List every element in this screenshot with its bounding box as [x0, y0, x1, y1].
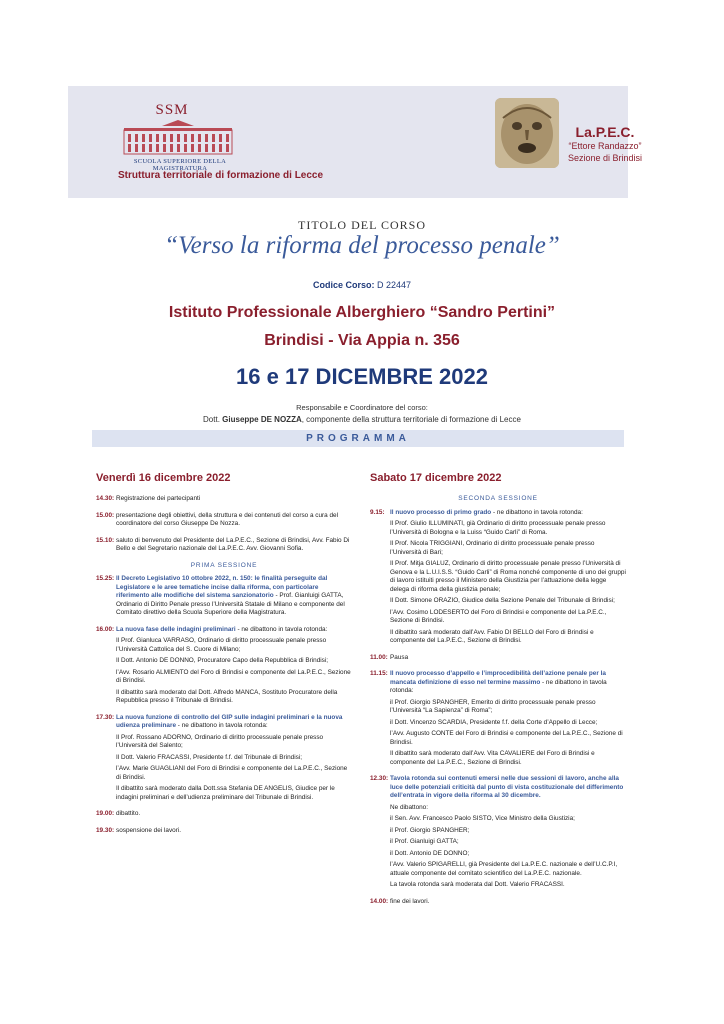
entry-desc: - ne dibattono in tavola rotonda: — [177, 722, 268, 729]
entry-paragraph: Il dibattito sarà moderato dalla Dott.ssa Stefania DE ANGELIS, Giudice per le indagini preliminari e dell’udienza preliminare del Tribunale di Brindisi. — [116, 785, 335, 801]
entry-time: 11.15: — [370, 670, 388, 677]
entry-paragraph: l’Avv. Valerio SPIGARELLI, già Presidente del La.P.E.C. nazionale e dell’U.C.P.I, attuale componente del comitato scientifico del La.P.E.C. nazionale. — [390, 861, 618, 877]
entry-main — [116, 512, 352, 529]
entry-paragraph: il Prof. Gianluigi GATTA; — [390, 838, 459, 845]
ssm-struttura: Struttura territoriale di formazione di Lecce — [118, 170, 324, 181]
entry-desc: Registrazione dei partecipanti — [116, 495, 201, 502]
entry-text — [116, 512, 352, 532]
entry-text — [390, 509, 626, 649]
entry-text — [116, 810, 352, 822]
entry-time: 12.30: — [370, 775, 389, 782]
left-entries — [96, 495, 352, 838]
entry-topic: La nuova fase delle indagini preliminari — [116, 625, 238, 633]
entry-text — [390, 898, 626, 910]
entry-desc: saluto di benvenuto del Presidente del La.P.E.C., Sezione di Brindisi, Avv. Fabio Di Bello e del Segretario nazionale del La.P.E.C. Avv. Giovanni Sofia. — [116, 536, 350, 552]
schedule-entry — [96, 575, 352, 621]
schedule-entry — [96, 827, 352, 839]
schedule-entry — [96, 495, 352, 507]
schedule-entry — [370, 654, 626, 666]
left-column — [96, 472, 352, 843]
entry-text — [116, 626, 352, 709]
lapec-section: Sezione di Brindisi — [567, 153, 643, 163]
programma-heading: PROGRAMMA — [306, 433, 410, 444]
entry-main — [390, 509, 626, 518]
entry-time: 15.25: — [96, 575, 115, 582]
entry-desc: - Prof. Gianluigi GATTA, Ordinario di Diritto Penale presso l’Università Statale di Milano e componente del Comitato direttivo della Scuola Superiore della Magistratura. — [116, 592, 345, 616]
entry-main — [116, 810, 352, 819]
entry-main — [116, 827, 352, 836]
responsabile-label: Responsabile e Coordinatore del corso: — [296, 403, 428, 412]
entry-topic: Tavola rotonda sui contenuti emersi nelle due sessioni di lavoro, anche alla luce delle potenziali criticità dal punto di vista costituzionale del differimento dell’entrata in vigore della riforma al 30 dicembre. — [390, 775, 624, 799]
ssm-logo-text: SSM — [155, 102, 189, 118]
entry-paragraph: La tavola rotonda sarà moderata dal Dott. Valerio FRACASSI. — [390, 881, 565, 888]
entry-paragraph: il Prof. Giorgio SPANGHER; — [390, 826, 470, 834]
entry-paragraph: Il dibattito sarà moderato dall’Avv. Vita CAVALIERE del Foro di Brindisi e componente del La.P.E.C., Sezione di Brindisi. — [390, 750, 595, 766]
entry-paragraph: il Dott. Antonio DE DONNO; — [390, 849, 470, 857]
entry-time: 19.30: — [96, 826, 115, 834]
entry-text — [116, 714, 352, 806]
responsabile-line — [0, 415, 724, 424]
ssm-building-icon — [122, 120, 234, 156]
entry-desc: - ne dibattono in tavola rotonda: — [492, 508, 583, 516]
course-title: “Verso la riforma del processo penale” — [164, 232, 560, 259]
entry-time: 11.00: — [370, 653, 388, 661]
schedule-entry — [370, 509, 626, 649]
session-heading: SECONDA SESSIONE — [458, 495, 538, 502]
schedule-entry — [96, 626, 352, 709]
entry-main — [116, 626, 352, 635]
entry-time: 16.00: — [96, 625, 115, 633]
right-entries — [370, 509, 626, 910]
entry-topic: Il nuovo processo d’appello e l’improcedibilità dell’azione penale per la mancata definizione di esso nel termine massimo — [390, 670, 606, 686]
entry-time: 9.15: — [370, 508, 385, 516]
entry-text — [116, 827, 352, 839]
entry-paragraph: l’Avv. Augusto CONTE del Foro di Brindisi e componente del La.P.E.C., Sezione di Brindisi. — [390, 730, 623, 746]
session-heading: PRIMA SESSIONE — [190, 561, 258, 569]
entry-main — [390, 670, 626, 696]
venue-address: Brindisi - Via Appia n. 356 — [264, 332, 460, 349]
day-heading: Sabato 17 dicembre 2022 — [370, 472, 502, 484]
entry-paragraph: Il Prof. Mitja GIALUZ, Ordinario di diritto processuale penale presso l’Università di Genova e la L.U.I.S.S. “Guido Carli” di Roma nonché componente di uno dei gruppi di lavoro istituiti presso il Ministero della Giustizia per l’attuazione della legge delega di riforma della giustizia penale; — [390, 560, 626, 593]
lapec-subtitle — [552, 140, 658, 164]
day-heading: Venerdì 16 dicembre 2022 — [96, 472, 231, 484]
entry-paragraph: il Prof. Giorgio SPANGHER, Emerito di diritto processuale penale presso l’Università “La Sapienza” di Roma”; — [390, 698, 596, 714]
entry-time: 19.00: — [96, 810, 115, 817]
lapec-person: “Ettore Randazzo” — [568, 141, 642, 151]
responsabile-prefix: Dott. — [203, 415, 220, 424]
entry-time: 15.00: — [96, 511, 115, 519]
entry-desc: presentazione degli obiettivi, della struttura e dei contenuti del corso a cura del coordinatore del corso Giuseppe De Nozza. — [116, 511, 339, 527]
entry-time: 17.30: — [96, 713, 115, 721]
entry-text — [390, 670, 626, 770]
entry-desc: - ne dibattono in tavola rotonda: — [237, 625, 328, 633]
entry-desc: sospensione dei lavori. — [116, 826, 182, 834]
entry-topic: La nuova funzione di controllo del GIP sulle indagini preliminari e la nuova udienza preliminare — [116, 713, 343, 729]
entry-text — [390, 654, 626, 666]
entry-paragraph: l’Avv. Rosario ALMIENTO del Foro di Brindisi e componente del La.P.E.C., Sezione di Brindisi. — [116, 668, 351, 684]
entry-paragraph: il Dott. Vincenzo SCARDIA, Presidente f.f. della Corte d’Appello di Lecce; — [390, 718, 598, 726]
entry-paragraph: Il Dott. Simone ORAZIO, Giudice della Sezione Penale del Tribunale di Brindisi; — [390, 597, 615, 604]
entry-paragraph: Il dibattito sarà moderato dal Dott. Alfredo MANCA, Sostituto Procuratore della Repubblica presso il Tribunale di Brindisi. — [116, 688, 338, 704]
right-column — [370, 472, 626, 914]
venue-name: Istituto Professionale Alberghiero “Sandro Pertini” — [168, 304, 556, 321]
entry-topic: Il Decreto Legislativo 10 ottobre 2022, n. 150: le finalità perseguite dal Legislatore e le aree tematiche incise dalla riforma, con particolare riferimento alle modifiche del sistema sanzionatorio — [116, 575, 328, 599]
entry-time: 14.30: — [96, 495, 115, 502]
schedule-entry — [96, 714, 352, 806]
entry-paragraph: l’Avv. Cosimo LODESERTO del Foro di Brindisi e componente del La.P.E.C., Sezione di Brindisi. — [390, 608, 607, 624]
entry-desc: Pausa — [390, 653, 409, 661]
entry-main — [390, 654, 626, 663]
bocca-della-verita-icon — [495, 98, 559, 168]
entry-paragraph: Il dibattito sarà moderato dall’Avv. Fabio DI BELLO del Foro di Brindisi e componente del La.P.E.C., Sezione di Brindisi. — [390, 628, 594, 644]
entry-paragraph: il Sen. Avv. Francesco Paolo SISTO, Vice Ministro della Giustizia; — [390, 815, 575, 822]
entry-paragraph: Il Prof. Gianluca VARRASO, Ordinario di diritto processuale penale presso l’Università Cattolica del S. Cuore di Milano; — [116, 637, 327, 653]
responsabile-suffix: , componente della struttura territoriale di formazione di Lecce — [301, 415, 521, 424]
schedule-entry — [96, 537, 352, 557]
entry-text — [390, 775, 626, 893]
entry-main — [116, 495, 352, 504]
codice-label: Codice Corso: — [312, 280, 375, 290]
entry-paragraph: Il Prof. Nicola TRIGGIANI, Ordinario di diritto processuale penale presso l’Università di Bari; — [390, 540, 595, 556]
schedule-entry — [96, 810, 352, 822]
entry-time: 15.10: — [96, 536, 115, 544]
entry-paragraph: Ne dibattono: — [390, 803, 429, 811]
entry-main — [390, 775, 626, 801]
schedule-entry — [96, 512, 352, 532]
schedule-entry — [370, 670, 626, 770]
entry-text — [116, 575, 352, 621]
entry-paragraph: Il Dott. Antonio DE DONNO, Procuratore Capo della Repubblica di Brindisi; — [116, 657, 329, 664]
entry-desc: fine dei lavori. — [390, 897, 430, 905]
entry-topic: Il nuovo processo di primo grado — [390, 508, 493, 516]
entry-main — [116, 714, 352, 731]
codice-value: D 22447 — [377, 280, 412, 290]
lapec-name: La.P.E.C. — [575, 124, 635, 140]
entry-text — [116, 495, 352, 507]
codice-corso — [0, 280, 724, 290]
titolo-del-corso: TITOLO DEL CORSO — [298, 218, 426, 232]
entry-main — [116, 537, 352, 554]
course-dates: 16 e 17 DICEMBRE 2022 — [236, 364, 488, 389]
entry-desc: dibattito. — [116, 810, 141, 817]
ssm-school-name: SCUOLA SUPERIORE DELLA MAGISTRATURA — [133, 158, 227, 172]
entry-time: 14.00: — [370, 897, 389, 905]
entry-main — [390, 898, 626, 907]
responsabile-name: Giuseppe DE NOZZA — [222, 415, 302, 424]
entry-main — [116, 575, 352, 618]
entry-paragraph: Il Prof. Rossano ADORNO, Ordinario di diritto processuale penale presso l’Università del Salento; — [116, 733, 324, 749]
entry-text — [116, 537, 352, 557]
entry-paragraph: l’Avv. Marie GUAGLIANI del Foro di Brindisi e componente del La.P.E.C., Sezione di Brindisi. — [116, 765, 348, 781]
entry-paragraph: Il Prof. Giulio ILLUMINATI, già Ordinario di diritto processuale penale presso l’Università di Bologna e la Luiss “Guido Carli” di Roma. — [390, 520, 606, 536]
entry-desc: - ne dibattono in tavola rotonda: — [390, 678, 607, 694]
schedule-entry — [370, 775, 626, 893]
schedule-entry — [370, 898, 626, 910]
entry-paragraph: Il Dott. Valerio FRACASSI, Presidente f.f. del Tribunale di Brindisi; — [116, 753, 302, 761]
